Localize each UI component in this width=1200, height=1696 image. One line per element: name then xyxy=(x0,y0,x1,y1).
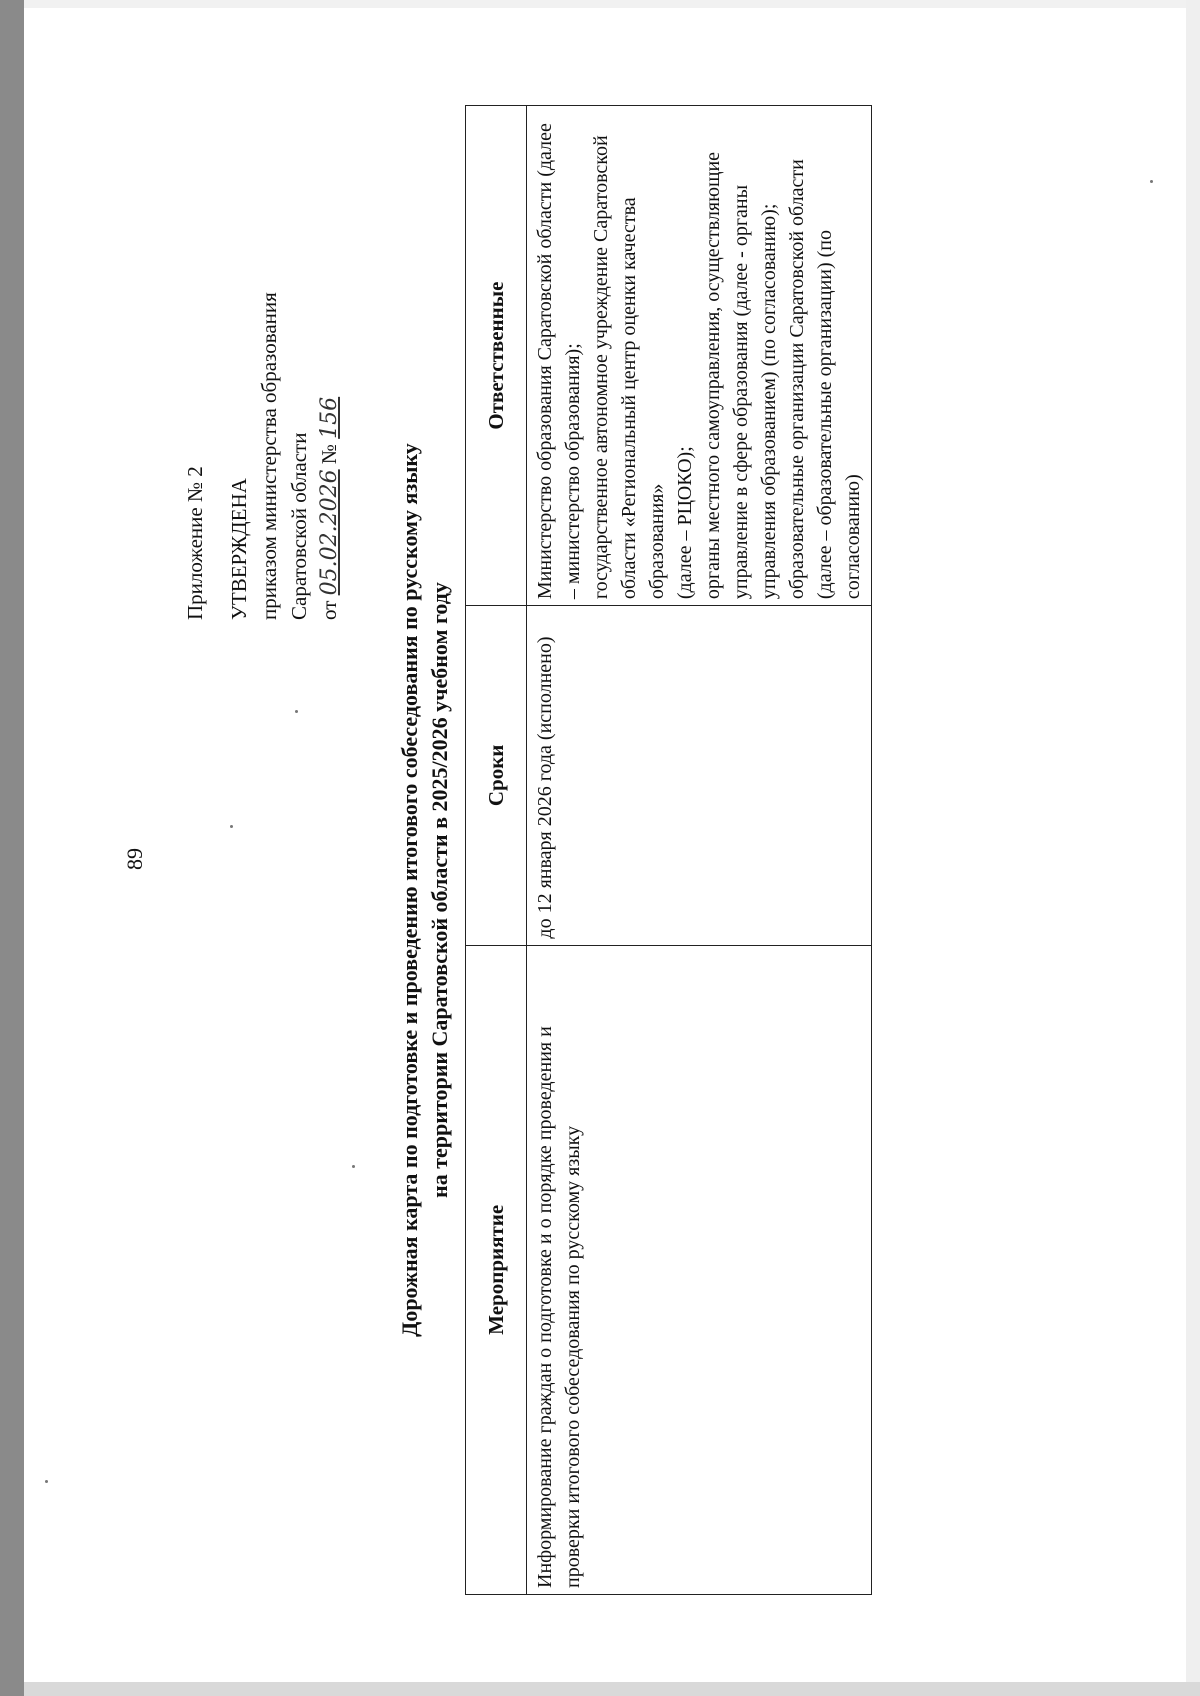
handwritten-order-number: 156 xyxy=(317,396,342,439)
responsible-item: государственное автономное учреждение Саратовской области «Региональный центр оценки качества образования» xyxy=(590,135,668,600)
title-line-1: Дорожная карта по подготовке и проведению итогового собеседования по русскому языку xyxy=(397,443,422,1337)
scan-speck xyxy=(295,710,298,713)
cell-event: Информирование граждан о подготовке и о порядке проведения и проверки итогового собеседования по русскому языку xyxy=(527,945,872,1594)
handwritten-date: 05.02.2026 xyxy=(317,469,342,596)
responsible-item: (далее – РЦОКО); xyxy=(674,446,696,600)
responsible-item: образовательные организации Саратовской области (далее – образовательные организации) (по согласованию) xyxy=(786,159,864,600)
cell-responsible xyxy=(527,106,872,606)
approval-date-line xyxy=(314,80,345,620)
document-sheet xyxy=(70,70,1130,1630)
document-title xyxy=(395,190,455,1590)
roadmap-table xyxy=(465,105,872,1595)
page-number: 89 xyxy=(122,848,147,870)
header-responsible: Ответственные xyxy=(466,106,527,606)
appendix-label: Приложение № 2 xyxy=(183,466,207,620)
responsible-item: органы местного самоуправления, осуществляющие управление в сфере образования (далее - органы управления образованием) (по согласованию); xyxy=(702,151,780,600)
approval-block xyxy=(180,80,345,620)
scan-speck xyxy=(230,825,233,828)
approval-order-line: приказом министерства образования xyxy=(257,292,281,620)
date-prefix: от xyxy=(317,600,341,620)
cell-deadline: до 12 января 2026 года (исполнено) xyxy=(527,606,872,945)
scan-edge-left xyxy=(0,0,24,1696)
scan-edge-top xyxy=(24,0,1200,8)
table-header-row xyxy=(466,106,527,1595)
scan-edge-bottom xyxy=(24,1682,1200,1696)
header-deadline: Сроки xyxy=(466,606,527,945)
table-row xyxy=(527,106,872,1595)
scan-speck xyxy=(352,1165,355,1168)
number-sign: № xyxy=(317,444,341,465)
responsible-item: Министерство образования Саратовской области (далее – министерство образования); xyxy=(534,123,584,600)
scan-speck xyxy=(1150,180,1153,183)
scan-speck xyxy=(45,1480,48,1483)
header-event: Мероприятие xyxy=(466,945,527,1594)
approval-region-line: Саратовской области xyxy=(287,432,311,620)
scan-edge-right xyxy=(1186,0,1200,1696)
approved-label: УТВЕРЖДЕНА xyxy=(227,478,251,620)
title-line-2: на территории Саратовской области в 2025/2026 учебном году xyxy=(427,582,452,1198)
